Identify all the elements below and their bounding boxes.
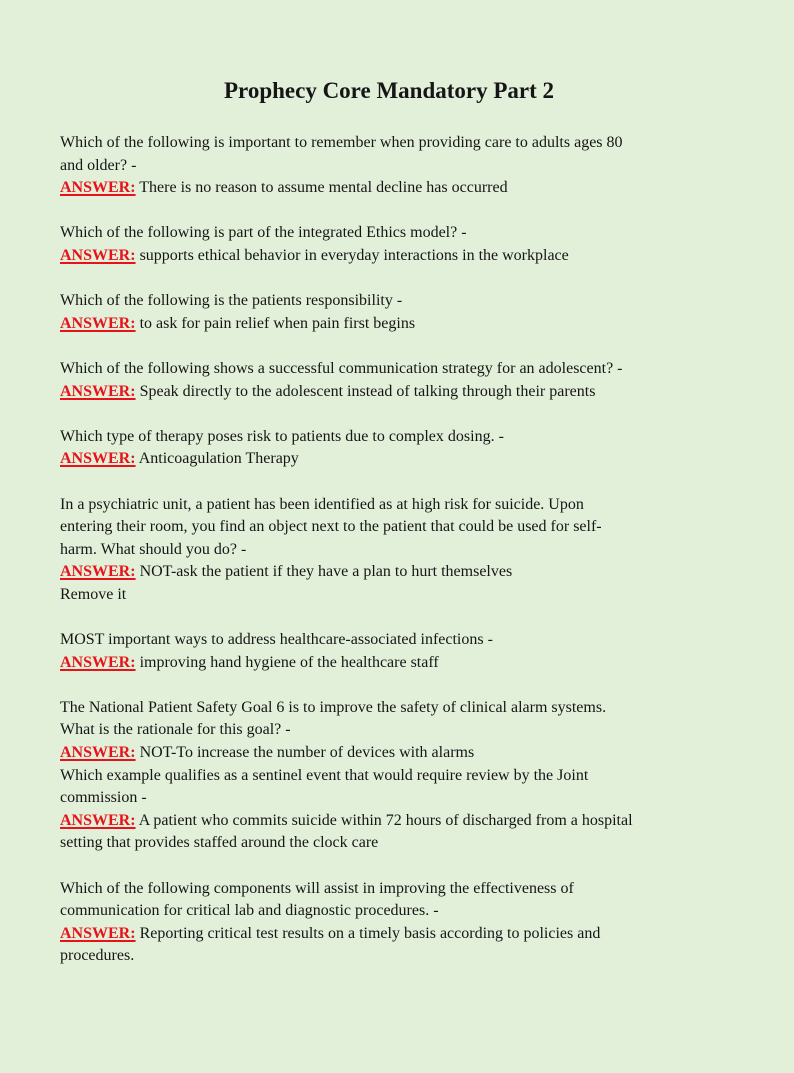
answer-line	[60, 561, 730, 584]
answer-text: supports ethical behavior in everyday interactions in the workplace	[139, 246, 569, 264]
qa-item	[60, 697, 730, 765]
answer-text: NOT-ask the patient if they have a plan to hurt themselves	[139, 563, 513, 581]
question-line: Which of the following shows a successful communication strategy for an adolescent? -	[60, 359, 623, 377]
qa-item	[60, 358, 730, 403]
question-line: commission -	[60, 789, 147, 807]
question-line: The National Patient Safety Goal 6 is to improve the safety of clinical alarm systems.	[60, 698, 607, 716]
answer-label: ANSWER:	[60, 924, 136, 942]
answer-label: ANSWER:	[60, 382, 136, 400]
question-line: entering their room, you find an object next to the patient that could be used for self-	[60, 518, 602, 536]
question-line: Which of the following components will assist in improving the effectiveness of	[60, 879, 574, 897]
question-line: What is the rationale for this goal? -	[60, 721, 291, 739]
answer-label: ANSWER:	[60, 450, 136, 468]
answer-label: ANSWER:	[60, 563, 136, 581]
answer-line	[60, 177, 730, 200]
answer-line	[60, 381, 730, 404]
answer-line	[60, 923, 730, 946]
question-line: In a psychiatric unit, a patient has been identified as at high risk for suicide. Upon	[60, 495, 584, 513]
answer-text: improving hand hygiene of the healthcare staff	[139, 653, 439, 671]
answer-line	[60, 652, 730, 675]
question-line: and older? -	[60, 156, 137, 174]
question-line: communication for critical lab and diagnostic procedures. -	[60, 902, 439, 920]
question-line: Which type of therapy poses risk to patients due to complex dosing. -	[60, 427, 504, 445]
qa-item	[60, 629, 730, 674]
answer-label: ANSWER:	[60, 744, 136, 762]
answer-continuation: Remove it	[60, 585, 127, 603]
answer-text: Anticoagulation Therapy	[138, 450, 299, 468]
question-line: MOST important ways to address healthcare-associated infections -	[60, 631, 493, 649]
answer-line	[60, 742, 730, 765]
qa-item	[60, 426, 730, 471]
answer-text: There is no reason to assume mental decline has occurred	[139, 179, 508, 197]
question-line: Which of the following is part of the integrated Ethics model? -	[60, 224, 467, 242]
question-line: Which of the following is the patients responsibility -	[60, 292, 403, 310]
answer-label: ANSWER:	[60, 179, 136, 197]
answer-label: ANSWER:	[60, 246, 136, 264]
qa-item	[60, 222, 730, 267]
page-title: Prophecy Core Mandatory Part 2	[223, 78, 555, 103]
qa-item	[60, 290, 730, 335]
answer-continuation: procedures.	[60, 947, 135, 965]
qa-list	[60, 132, 730, 991]
answer-line	[60, 313, 730, 336]
answer-text: A patient who commits suicide within 72 hours of discharged from a hospital	[138, 811, 633, 829]
question-line: Which of the following is important to remember when providing care to adults ages 80	[60, 134, 623, 151]
qa-item	[60, 132, 730, 200]
answer-text: to ask for pain relief when pain first begins	[139, 314, 416, 332]
answer-line	[60, 245, 730, 268]
question-line: harm. What should you do? -	[60, 540, 247, 558]
answer-text: Reporting critical test results on a timely basis according to policies and	[139, 924, 601, 942]
answer-text: NOT-To increase the number of devices with alarms	[139, 744, 475, 762]
qa-item	[60, 494, 730, 607]
answer-text: Speak directly to the adolescent instead of talking through their parents	[139, 382, 596, 400]
qa-item	[60, 878, 730, 968]
answer-line	[60, 448, 730, 471]
answer-label: ANSWER:	[60, 811, 136, 829]
answer-continuation: setting that provides staffed around the clock care	[60, 834, 379, 852]
answer-label: ANSWER:	[60, 653, 136, 671]
question-line: Which example qualifies as a sentinel event that would require review by the Joint	[60, 766, 589, 784]
answer-line	[60, 810, 730, 833]
answer-label: ANSWER:	[60, 314, 136, 332]
qa-item	[60, 765, 730, 855]
